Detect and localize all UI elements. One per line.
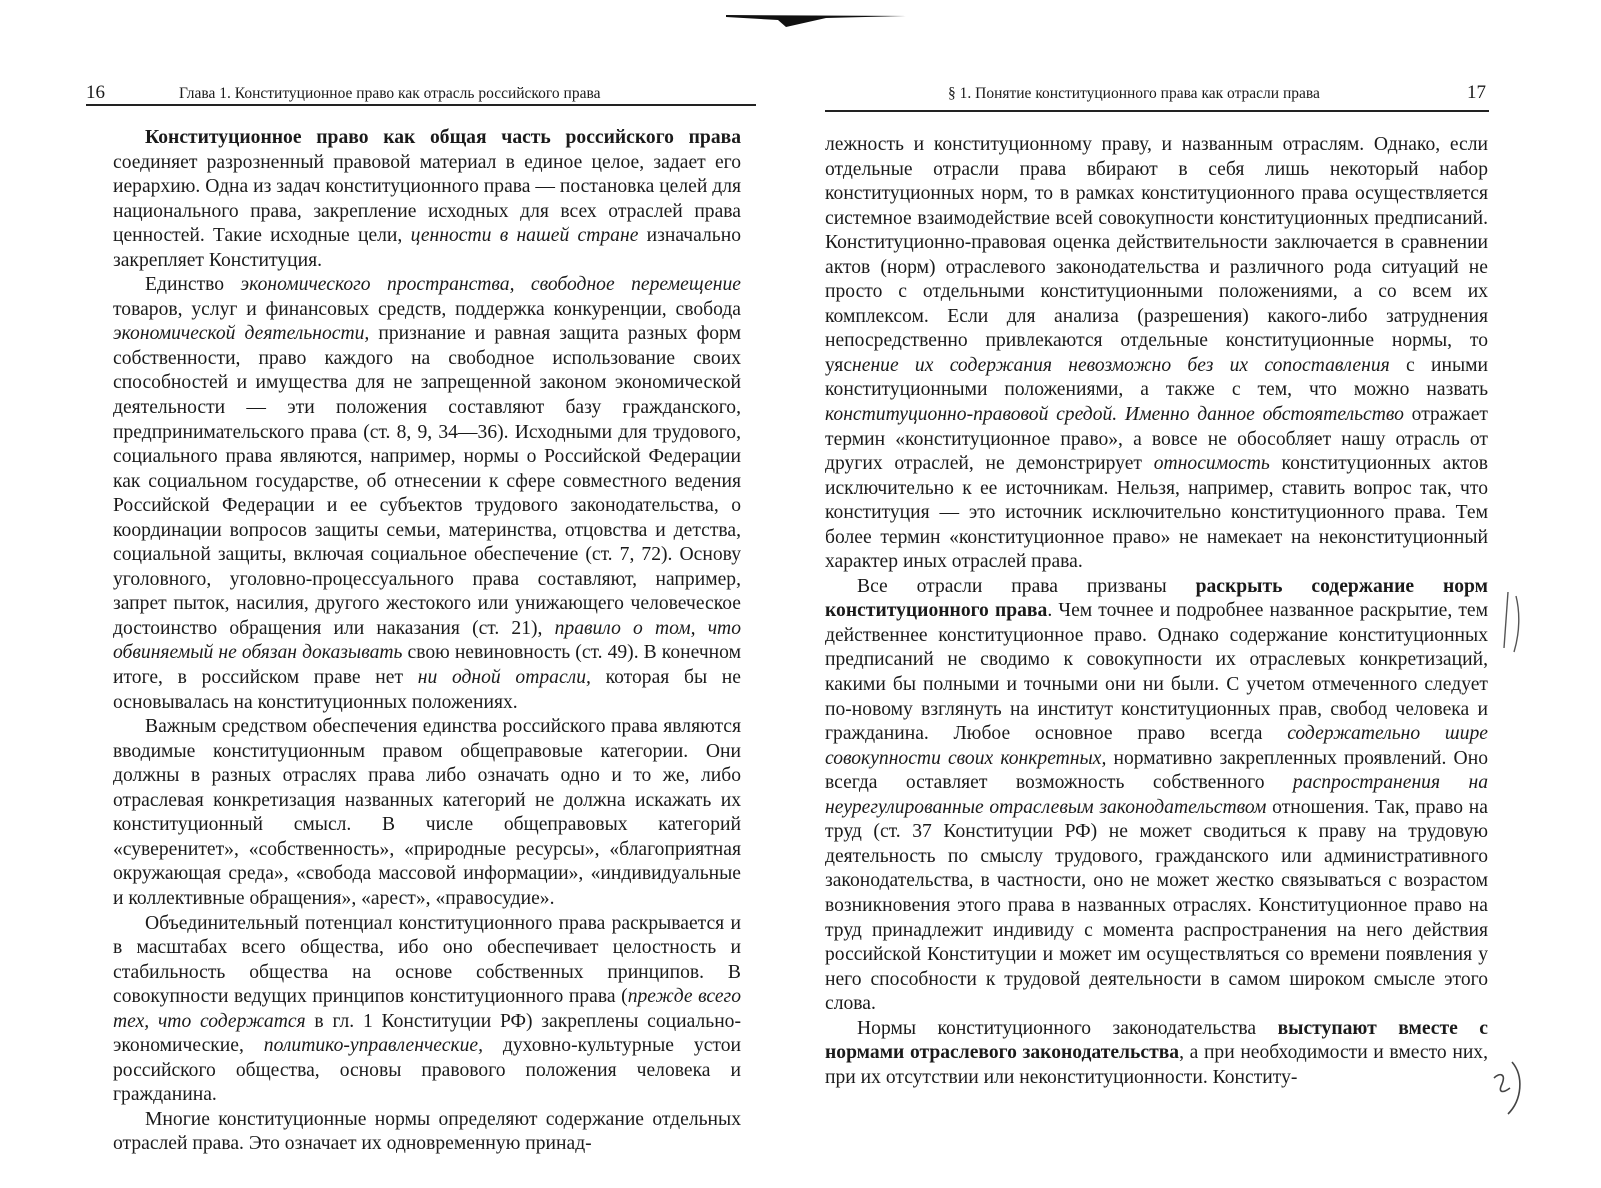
paragraph: [825, 575, 1488, 1017]
right-page-body: [825, 133, 1488, 1090]
italic-run: нение их содержания невозможно без их сопоставления: [852, 354, 1390, 376]
text-run: Важным средством обеспечения единства российского права являются вводимые конституционным правом общеправовые категории. Они должны в разных отраслях права либо означать одно и то же, либо отраслевая конкретизация названных категорий не должна искажать их конституционный смысл. В числе общеправовых категорий «суверенитет», «собственность», «природные ресурсы», «благоприятная окружающая среда», «свобода массовой информации», «индивидуальные и коллективные обращения», «арест», «правосудие».: [113, 716, 741, 909]
left-running-head: Глава 1. Конституционное право как отрасль российского права: [179, 85, 601, 102]
paragraph: [825, 133, 1488, 575]
bold-run: раскрыть содержание норм конституционного права: [825, 575, 1489, 622]
italic-run: распространения на неурегулированные отраслевым законодательством: [825, 772, 1488, 818]
left-page-body: [113, 126, 741, 1157]
text-run: изначально закрепляет Конституция.: [113, 225, 741, 271]
text-run: нормативно закрепленных проявлений. Оно всегда оставляет возможность собственного: [825, 747, 1488, 794]
italic-run: конституционно-правовой средой. Именно данное обстоятельство: [825, 404, 1404, 426]
paragraph: [113, 1108, 741, 1157]
margin-pencil-mark: [1488, 1058, 1528, 1118]
text-run: Объединительный потенциал конституционного права раскрывается и в масштабах всего общества, ибо оно обеспечивает целостность и стабильность общества на основе собственных принципов. В совокупности ведущих принципов конституционного права (: [113, 912, 741, 1008]
margin-bracket-mark: [1490, 588, 1530, 658]
text-run: товаров, услуг и финансовых средств, поддержка конкуренции, свобода: [113, 298, 741, 320]
italic-run: ценности в нашей стране: [410, 225, 639, 247]
right-header-rule: [825, 110, 1489, 112]
italic-run: политико-управленческие,: [263, 1035, 483, 1057]
right-page-number: 17: [1467, 82, 1486, 103]
left-page-number: 16: [86, 82, 105, 103]
text-run: в гл. 1 Конституции РФ) закреплены социально-экономические,: [113, 1010, 741, 1057]
text-run: Многие конституционные нормы определяют содержание отдельных отраслей права. Это означает их одновременную принад-: [113, 1108, 741, 1155]
text-run: Единство: [145, 274, 241, 296]
italic-run: содержательно шире совокупности своих конкретных,: [825, 723, 1489, 769]
italic-run: экономической деятельности,: [113, 323, 370, 345]
text-run: свою невиновность (ст. 49). В конечном итоге, в российском праве нет: [113, 642, 741, 689]
bold-run: выступают вместе с нормами отраслевого законодательства: [825, 1017, 1488, 1064]
paragraph: [825, 1017, 1488, 1091]
text-run: . Чем точнее и подробнее названное раскрытие, тем действеннее конституционное право. Однако содержание конституционных предписаний не сводимо к совокупности их отраслевых конкретизаций, какими бы полными и точными они ни были. С учетом отмеченного следует по-новому взглянуть на институт конституционных прав, свобод человека и гражданина. Любое основное право всегда: [825, 600, 1489, 745]
bold-run: Конституционное право как общая часть российского права: [145, 127, 741, 148]
text-run: духовно-культурные устои российского общества, основы правового положения человека и гражданина.: [113, 1035, 741, 1106]
italic-run: ни одной отрасли,: [417, 667, 591, 689]
text-run: , а при необходимости и вместо них, при их отсутствии или неконституционности. Конститу-: [825, 1042, 1488, 1088]
left-page-header: [86, 82, 756, 104]
text-run: отражает термин «конституционное право», а вовсе не обособляет нашу отрасль от других отраслей, не демонстрирует: [825, 404, 1488, 475]
text-run: с иными конституционными положениями, а также с тем, что можно назвать: [825, 354, 1489, 401]
paragraph: [113, 126, 741, 273]
left-page: [0, 0, 790, 1188]
italic-run: относимость: [1153, 453, 1270, 475]
text-run: соединяет разрозненный правовой материал в единое целое, задает его иерархию. Одна из задач конституционного права — постановка целей для национального права, закрепление исходных для всех отраслей права ценностей. Такие исходные цели,: [113, 151, 741, 247]
text-run: которая бы не основывалась на конституционных положениях.: [113, 667, 741, 713]
text-run: признание и равная защита разных форм собственности, право каждого на свободное использование своих способностей и имущества для не запрещенной законом экономической деятельности — эти положения составляют базу гражданского, предпринимательского права (ст. 8, 9, 34—36). Исходными для трудового, социального права являются, например, нормы о Российской Федерации как социальном государстве, об отнесении к сфере совместного ведения Российской Федерации и ее субъектов трудового законодательства, о координации вопросов защиты семьи, материнства, отцовства и детства, социальной защиты, включая социальное обеспечение (ст. 7, 72). Основу уголовного, уголовно-процессуального права составляют, например, запрет пыток, насилия, другого жестокого или унижающего человеческое достоинство обращения или наказания (ст. 21),: [113, 323, 741, 639]
right-page-header: [948, 82, 1486, 104]
italic-run: правило о том, что обвиняемый не обязан доказывать: [113, 617, 741, 664]
text-run: Все отрасли права призваны: [857, 575, 1196, 597]
paragraph: [113, 912, 741, 1108]
text-run: конституционных актов исключительно к ее источникам. Нельзя, например, ставить вопрос так, что конституция — это источник исключительно конституционного права. Тем более термин «конституционное право» не намекает на неконституционный характер иных отраслей права.: [825, 453, 1488, 573]
right-page: [805, 0, 1601, 1188]
text-run: отношения. Так, право на труд (ст. 37 Конституции РФ) не может сводиться к праву на трудовую деятельность по смыслу трудового, гражданского или административного законодательства, в частности, оно не может жестко связываться с возрастом возникновения этого права в названных отраслях. Конституционное право на труд принадлежит индивиду с момента распространения на него действия российской Конституции и может им осуществляться со времени появления у него способности к трудовой деятельности в самом широком смысле этого слова.: [825, 796, 1488, 1015]
text-run: лежность и конституционному праву, и названным отраслям. Однако, если отдельные отрасли права вбирают в себя лишь некоторый набор конституционных норм, то в рамках конституционного права осуществляется системное взаимодействие всей совокупности конституционных предписаний. Конституционно-правовая оценка действительности заключается в сравнении актов (норм) отраслевого законодательства и различного рода ситуаций не просто с отдельными конституционными положениями, а со всем их комплексом. Если для анализа (разрешения) какого-либо затруднения непосредственно привлекаются отдельные конституционные нормы, то уяс: [825, 134, 1488, 376]
left-header-rule: [86, 104, 756, 106]
italic-run: экономического пространства, свободное перемещение: [240, 274, 742, 296]
text-run: Нормы конституционного законодательства: [857, 1017, 1278, 1039]
right-running-head: § 1. Понятие конституционного права как отрасли права: [948, 85, 1320, 102]
paragraph: [113, 715, 741, 911]
italic-run: прежде всего тех, что содержатся: [113, 986, 741, 1032]
paragraph: [113, 273, 741, 715]
